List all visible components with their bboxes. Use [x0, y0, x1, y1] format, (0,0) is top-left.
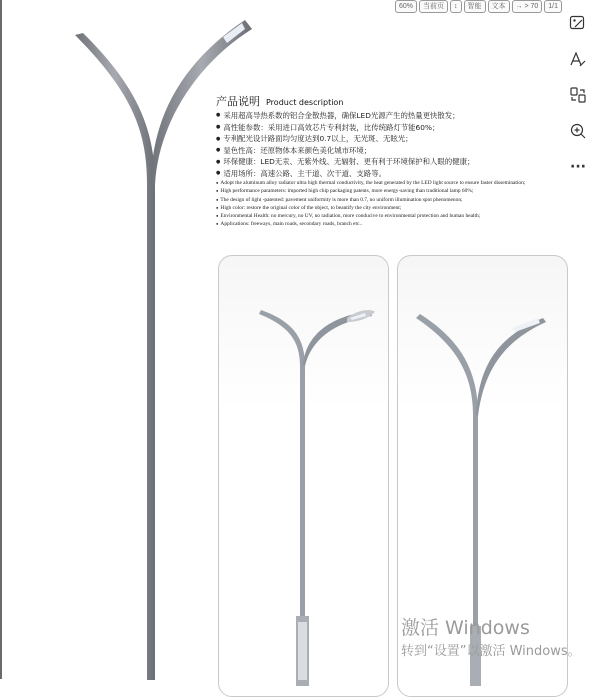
list-item: ● High color: restore the original color of the object, to beautify the city environment;: [216, 204, 566, 212]
list-item: ● 高性能参数：采用进口高效芯片专利封装，比传统路灯节能60%；: [216, 122, 576, 134]
more-icon: ···: [570, 159, 586, 175]
zoom-in-button[interactable]: [563, 116, 593, 146]
title-cn: 产品说明: [216, 95, 260, 108]
image-edit-icon: [569, 14, 587, 32]
text-annotate-icon: [569, 50, 587, 68]
list-item: ● Environmental Health: no mercury, no UV, no radiation, more conducive to environmental protection and human health;: [216, 212, 566, 220]
en-description-list: [216, 179, 566, 229]
size-chip[interactable]: → > 70: [512, 0, 543, 13]
text-chip[interactable]: 文本: [488, 0, 510, 13]
activation-watermark: [401, 616, 581, 662]
list-item: ● 专利配光设计路面均匀度达到0.7以上，无光斑、无眩光；: [216, 133, 576, 145]
cn-description-list: [216, 110, 576, 180]
page-title: [216, 93, 343, 109]
list-item: ● 采用超高导热系数的铝合金散热器，确保LED光源产生的热量更快散发；: [216, 110, 576, 122]
list-item: ● High performance parameters: imported high chip packaging patents, more energy-saving than traditional lamp 60%;: [216, 187, 566, 195]
page-chip[interactable]: 1/1: [544, 0, 562, 13]
zoom-in-icon: [569, 122, 587, 140]
fit-chip[interactable]: ↕: [450, 0, 462, 13]
list-item: ● Applications: freeways, main roads, secondary roads, branch etc..: [216, 220, 566, 228]
document-edge: [0, 0, 2, 679]
convert-icon: [569, 86, 587, 104]
list-item: ● The design of light -patented: pavement uniformity is more than 0.7, no uniform illumination spot phenomenon;: [216, 196, 566, 204]
title-en: Product description: [266, 98, 344, 107]
page-mode-chip[interactable]: 当前页: [419, 0, 448, 13]
convert-button[interactable]: [563, 80, 593, 110]
text-annotate-button[interactable]: [563, 44, 593, 74]
list-item: ● 显色性高：还原物体本来颜色美化城市环境；: [216, 145, 576, 157]
watermark-line-2: 转到“设置”以激活 Windows。: [401, 644, 581, 659]
smart-chip[interactable]: 智能: [464, 0, 486, 13]
list-item: ● 环保健康：LED无汞、无紫外线、无辐射、更有利于环境保护和人眼的健康；: [216, 156, 576, 168]
lamp-photo-1: [219, 256, 388, 686]
right-sidebar: [563, 8, 593, 188]
list-item: ● Adopt the aluminum alloy radiator ultra high thermal conductivity, the heat generated by the LED light source to ensure faster dissemination;: [216, 179, 566, 187]
more-button[interactable]: [563, 152, 593, 182]
product-card-1: [218, 255, 389, 697]
list-item: ● 适用场所：高速公路、主干道、次干道、支路等。: [216, 168, 576, 180]
zoom-toolbar: [395, 0, 562, 12]
zoom-level[interactable]: 60%: [395, 0, 417, 13]
image-edit-button[interactable]: [563, 8, 593, 38]
watermark-line-1: 激活 Windows: [401, 617, 530, 639]
